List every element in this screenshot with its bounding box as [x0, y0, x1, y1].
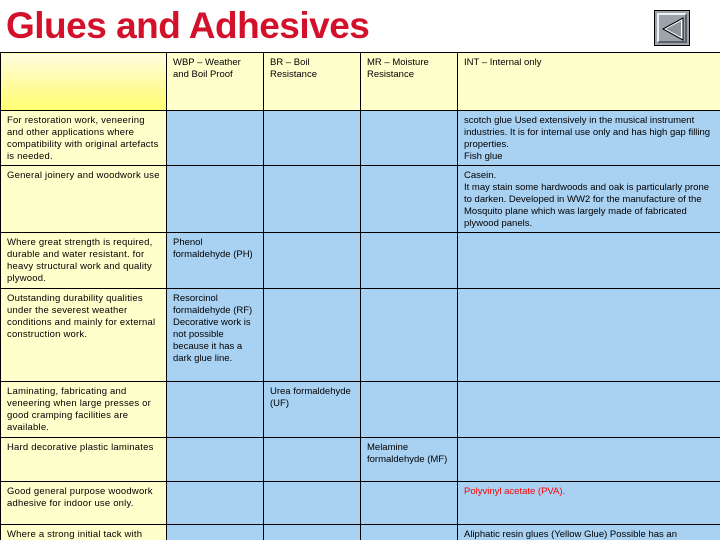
cell-mr: [361, 289, 458, 382]
table-row: [1, 382, 720, 438]
cell-int: [458, 438, 720, 482]
cell-mr: [361, 233, 458, 289]
table-row: [1, 482, 720, 525]
cell-mr: [361, 482, 458, 525]
header-corner-cell: [1, 53, 167, 111]
table-row: [1, 289, 720, 382]
cell-wbp: [167, 382, 264, 438]
adhesives-table-container: [0, 52, 720, 540]
cell-int: [458, 233, 720, 289]
row-label: Hard decorative plastic laminates: [1, 438, 167, 482]
header-wbp: WBP – Weather and Boil Proof: [167, 53, 264, 111]
cell-br: [264, 111, 361, 166]
cell-wbp: Resorcinol formaldehyde (RF) Decorative work is not possible because it has a dark glue line.: [167, 289, 264, 382]
cell-br: Urea formaldehyde (UF): [264, 382, 361, 438]
row-label: Where great strength is required, durable and water resistant. for heavy structural work and quality plywood.: [1, 233, 167, 289]
header-br: BR – Boil Resistance: [264, 53, 361, 111]
table-row: [1, 438, 720, 482]
cell-int: [458, 289, 720, 382]
cell-br: [264, 525, 361, 540]
row-label: For restoration work, veneering and other applications where compatibility with original artefacts is needed.: [1, 111, 167, 166]
header-mr: MR – Moisture Resistance: [361, 53, 458, 111]
cell-int: [458, 382, 720, 438]
cell-br: [264, 166, 361, 233]
cell-mr: [361, 166, 458, 233]
cell-wbp: Phenol formaldehyde (PH): [167, 233, 264, 289]
cell-int: Polyvinyl acetate (PVA).: [458, 482, 720, 525]
back-triangle-icon: [660, 16, 686, 42]
cell-wbp: [167, 525, 264, 540]
header-int: INT – Internal only: [458, 53, 720, 111]
cell-br: [264, 482, 361, 525]
table-row: [1, 525, 720, 540]
cell-br: [264, 289, 361, 382]
table-row: [1, 111, 720, 166]
cell-int: scotch glue Used extensively in the musical instrument industries. It is for internal use only and has high gap filling properties. Fish glue: [458, 111, 720, 166]
cell-mr: Melamine formaldehyde (MF): [361, 438, 458, 482]
cell-br: [264, 233, 361, 289]
table-header-row: [1, 53, 720, 111]
cell-mr: [361, 525, 458, 540]
row-label: Outstanding durability qualities under the severest weather conditions and mainly for external construction work.: [1, 289, 167, 382]
back-button[interactable]: [654, 10, 690, 46]
row-label: Where a strong initial tack with: [1, 525, 167, 540]
cell-wbp: [167, 166, 264, 233]
cell-int: Casein. It may stain some hardwoods and oak is particularly prone to darken. Developed in WW2 for the manufacture of the Mosquito plane which was largely made of fabricated plywood panels.: [458, 166, 720, 233]
cell-mr: [361, 382, 458, 438]
table-row: [1, 166, 720, 233]
cell-mr: [361, 111, 458, 166]
cell-br: [264, 438, 361, 482]
adhesives-table: [0, 52, 720, 540]
cell-int: Aliphatic resin glues (Yellow Glue) Possible has an: [458, 525, 720, 540]
row-label: General joinery and woodwork use: [1, 166, 167, 233]
table-row: [1, 233, 720, 289]
cell-wbp: [167, 111, 264, 166]
cell-wbp: [167, 482, 264, 525]
row-label: Good general purpose woodwork adhesive for indoor use only.: [1, 482, 167, 525]
row-label: Laminating, fabricating and veneering when large presses or good cramping facilities are available.: [1, 382, 167, 438]
cell-wbp: [167, 438, 264, 482]
slide-title: Glues and Adhesives: [6, 5, 370, 46]
